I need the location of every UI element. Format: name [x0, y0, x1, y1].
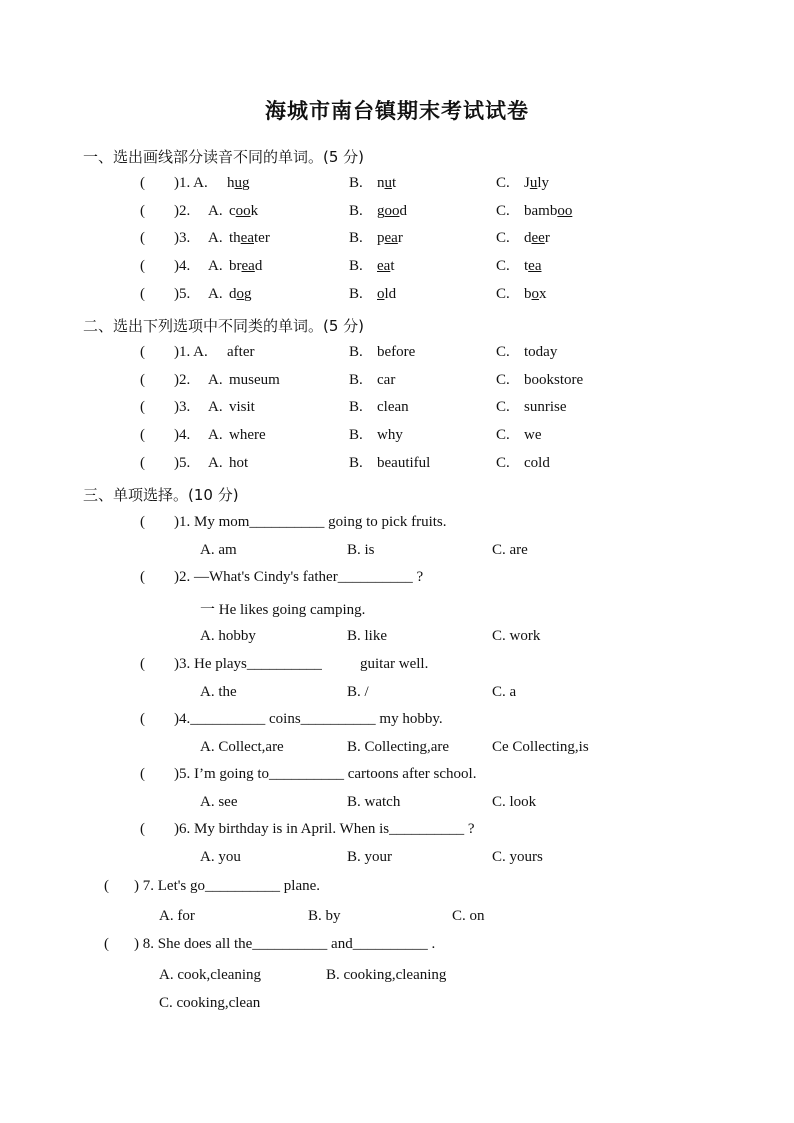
option-c-word: today [524, 344, 558, 360]
question-number: )1. A. [174, 175, 208, 191]
option-a: A. you [200, 849, 241, 865]
answer-paren[interactable]: ( [140, 344, 145, 360]
option-a: A. am [200, 542, 237, 558]
option-c-word: bookstore [524, 371, 584, 388]
option-label-b: B. [349, 202, 363, 219]
option-a-word: after [227, 344, 255, 360]
underlined-letters: oo [557, 202, 573, 219]
question-stem-end: guitar well. [360, 656, 429, 672]
option-c-word: we [524, 427, 542, 444]
option-label-b: B. [349, 399, 363, 416]
classification-item [140, 455, 640, 477]
option-a-word [227, 175, 250, 192]
option-a-word: hot [229, 454, 249, 471]
option-c: C. a [492, 684, 517, 700]
word-part: d [229, 285, 237, 302]
underlined-letters: o [236, 285, 244, 302]
underlined-letters: ea [241, 258, 255, 275]
option-label-a: A. [208, 285, 223, 302]
option-b: B. is [347, 542, 375, 558]
option-label-b: B. [349, 285, 363, 302]
question-number: )1. A. [174, 344, 208, 360]
option-c-word [524, 203, 572, 220]
pronunciation-item [140, 258, 640, 280]
option-a-word [229, 230, 270, 247]
option-a: A. for [159, 908, 195, 924]
option-c-word: sunrise [524, 399, 567, 416]
question-stem: )5. I’m going to__________ cartoons after school. [174, 766, 477, 782]
word-part: g [242, 175, 250, 191]
word-part: n [377, 175, 385, 191]
question-number: )2. [174, 371, 191, 388]
answer-paren[interactable]: ( [140, 399, 145, 416]
answer-paren[interactable]: ( [140, 285, 145, 302]
option-label-a: A. [208, 454, 223, 471]
section-heading-3: 三、单项选择。(10 分) [83, 486, 239, 504]
option-label-c: C. [496, 454, 510, 471]
question-number: )4. [174, 427, 191, 444]
option-label-c: C. [496, 399, 510, 416]
option-label-a: A. [208, 371, 223, 388]
question-number: )3. [174, 399, 191, 416]
word-part: d [524, 230, 532, 247]
option-label-a: A. [208, 202, 223, 219]
option-c: C. yours [492, 849, 543, 865]
option-label-c: C. [496, 344, 510, 360]
option-b-word [377, 258, 395, 275]
option-c-word: cold [524, 454, 550, 471]
option-label-b: B. [349, 371, 363, 388]
option-b-word: why [377, 427, 403, 444]
option-b: B. by [308, 908, 341, 924]
option-b: B. / [347, 684, 369, 700]
word-part: d [254, 258, 263, 275]
option-a-word [229, 286, 252, 303]
answer-paren[interactable]: ( [140, 569, 145, 585]
option-c: C. cooking,clean [159, 995, 261, 1011]
question-stem: ) 8. She does all the__________ and__________ . [134, 936, 436, 952]
option-label-b: B. [349, 175, 363, 191]
question-stem: ) 7. Let's go__________ plane. [134, 878, 321, 894]
answer-paren[interactable]: ( [140, 766, 145, 782]
option-b-word: car [377, 371, 396, 388]
underlined-letters: ea [384, 230, 398, 247]
question-stem: )4.__________ coins__________ my hobby. [174, 711, 443, 727]
option-b-word: clean [377, 399, 409, 416]
question-stem: )2. —What's Cindy's father__________ ? [174, 569, 424, 585]
pronunciation-item [140, 286, 640, 308]
option-a: A. the [200, 684, 237, 700]
word-part: t [392, 175, 397, 191]
word-part: ld [384, 285, 397, 302]
option-c-word [524, 230, 550, 247]
underlined-letters: o [377, 285, 385, 302]
word-part: c [229, 202, 236, 219]
option-c: C. are [492, 542, 528, 558]
answer-paren[interactable]: ( [140, 711, 145, 727]
option-b-word [377, 286, 396, 303]
word-part: h [227, 175, 235, 191]
option-b-word: beautiful [377, 454, 431, 471]
word-part: d [399, 202, 407, 219]
option-label-a: A. [208, 230, 223, 247]
pronunciation-item [140, 203, 640, 225]
pronunciation-item [140, 230, 640, 252]
question-stem: )3. He plays__________ [174, 656, 322, 672]
option-label-a: A. [208, 258, 223, 275]
option-a-word: where [229, 427, 266, 444]
underlined-letters: u [384, 175, 392, 191]
question-number: )3. [174, 230, 191, 247]
option-label-c: C. [496, 258, 510, 275]
classification-item [140, 344, 640, 366]
answer-paren[interactable]: ( [140, 258, 145, 275]
answer-paren[interactable]: ( [140, 230, 145, 247]
option-label-b: B. [349, 344, 363, 360]
word-part: x [539, 285, 547, 302]
option-label-b: B. [349, 454, 363, 471]
option-a: A. hobby [200, 628, 256, 644]
option-b: B. cooking,cleaning [326, 967, 447, 983]
option-b: B. like [347, 628, 387, 644]
option-label-c: C. [496, 202, 510, 219]
word-part: b [524, 285, 532, 302]
option-b-word [377, 230, 403, 247]
option-label-b: B. [349, 258, 363, 275]
word-part: g [377, 202, 385, 219]
option-c: Ce Collecting,is [492, 739, 589, 755]
word-part: t [524, 258, 529, 275]
option-label-c: C. [496, 175, 510, 191]
answer-paren[interactable]: ( [140, 514, 145, 530]
option-label-c: C. [496, 427, 510, 444]
word-part: r [397, 230, 403, 247]
underlined-letters: oo [384, 202, 400, 219]
question-number: )4. [174, 258, 191, 275]
option-b: B. your [347, 849, 392, 865]
word-part: p [377, 230, 385, 247]
classification-item [140, 372, 640, 394]
option-b-word [377, 175, 396, 192]
option-c-word [524, 258, 542, 275]
question-stem: )6. My birthday is in April. When is__________ ? [174, 821, 475, 837]
pronunciation-item [140, 175, 640, 197]
option-a: A. Collect,are [200, 739, 284, 755]
option-a: A. see [200, 794, 238, 810]
option-a-word [229, 258, 262, 275]
option-label-b: B. [349, 427, 363, 444]
underlined-letters: oo [235, 202, 251, 219]
underlined-letters: ea [240, 230, 254, 247]
word-part: bamb [524, 202, 558, 219]
word-part: g [244, 285, 252, 302]
option-a-word [229, 203, 258, 220]
answer-paren[interactable]: ( [140, 821, 145, 837]
underlined-letters: ea [528, 258, 542, 275]
option-a-word: museum [229, 371, 280, 388]
answer-paren[interactable]: ( [140, 454, 145, 471]
option-label-a: A. [208, 399, 223, 416]
answer-paren[interactable]: ( [104, 878, 109, 894]
word-part: br [229, 258, 242, 275]
option-b: B. watch [347, 794, 401, 810]
section-heading-1: 一、选出画线部分读音不同的单词。(5 分) [83, 148, 365, 166]
option-label-a: A. [208, 427, 223, 444]
option-label-c: C. [496, 371, 510, 388]
option-c: C. on [452, 908, 485, 924]
underlined-letters: ee [531, 230, 545, 247]
section-heading-2: 二、选出下列选项中不同类的单词。(5 分) [83, 317, 365, 335]
option-c: C. work [492, 628, 541, 644]
option-label-c: C. [496, 230, 510, 247]
word-part: k [250, 202, 259, 219]
underlined-letters: u [529, 175, 538, 191]
classification-item [140, 399, 640, 421]
option-label-b: B. [349, 230, 363, 247]
answer-paren[interactable]: ( [140, 656, 145, 672]
underlined-letters: o [531, 285, 539, 302]
option-c: C. look [492, 794, 537, 810]
dialog-reply: 一 He likes going camping. [200, 602, 366, 618]
answer-paren[interactable]: ( [140, 175, 145, 191]
option-a: A. cook,cleaning [159, 967, 262, 983]
word-part: t [390, 258, 395, 275]
underlined-letters: ea [377, 258, 391, 275]
word-part: ter [254, 230, 270, 247]
answer-paren[interactable]: ( [140, 371, 145, 388]
option-a-word: visit [229, 399, 255, 416]
question-number: )5. [174, 285, 191, 302]
question-stem: )1. My mom__________ going to pick fruits. [174, 514, 447, 530]
classification-item [140, 427, 640, 449]
option-b-word: before [377, 344, 416, 360]
option-c-word [524, 286, 547, 303]
question-number: )5. [174, 454, 191, 471]
option-label-c: C. [496, 285, 510, 302]
underlined-letters: u [234, 175, 242, 191]
word-part: r [544, 230, 550, 247]
option-b-word [377, 203, 407, 220]
word-part: J [524, 175, 530, 191]
answer-paren[interactable]: ( [104, 936, 109, 952]
word-part: ly [537, 175, 550, 191]
page-title: 海城市南台镇期末考试试卷 [265, 99, 529, 123]
option-c-word [524, 175, 549, 192]
answer-paren[interactable]: ( [140, 427, 145, 444]
word-part: th [229, 230, 241, 247]
answer-paren[interactable]: ( [140, 202, 145, 219]
option-b: B. Collecting,are [347, 739, 450, 755]
question-number: )2. [174, 202, 191, 219]
